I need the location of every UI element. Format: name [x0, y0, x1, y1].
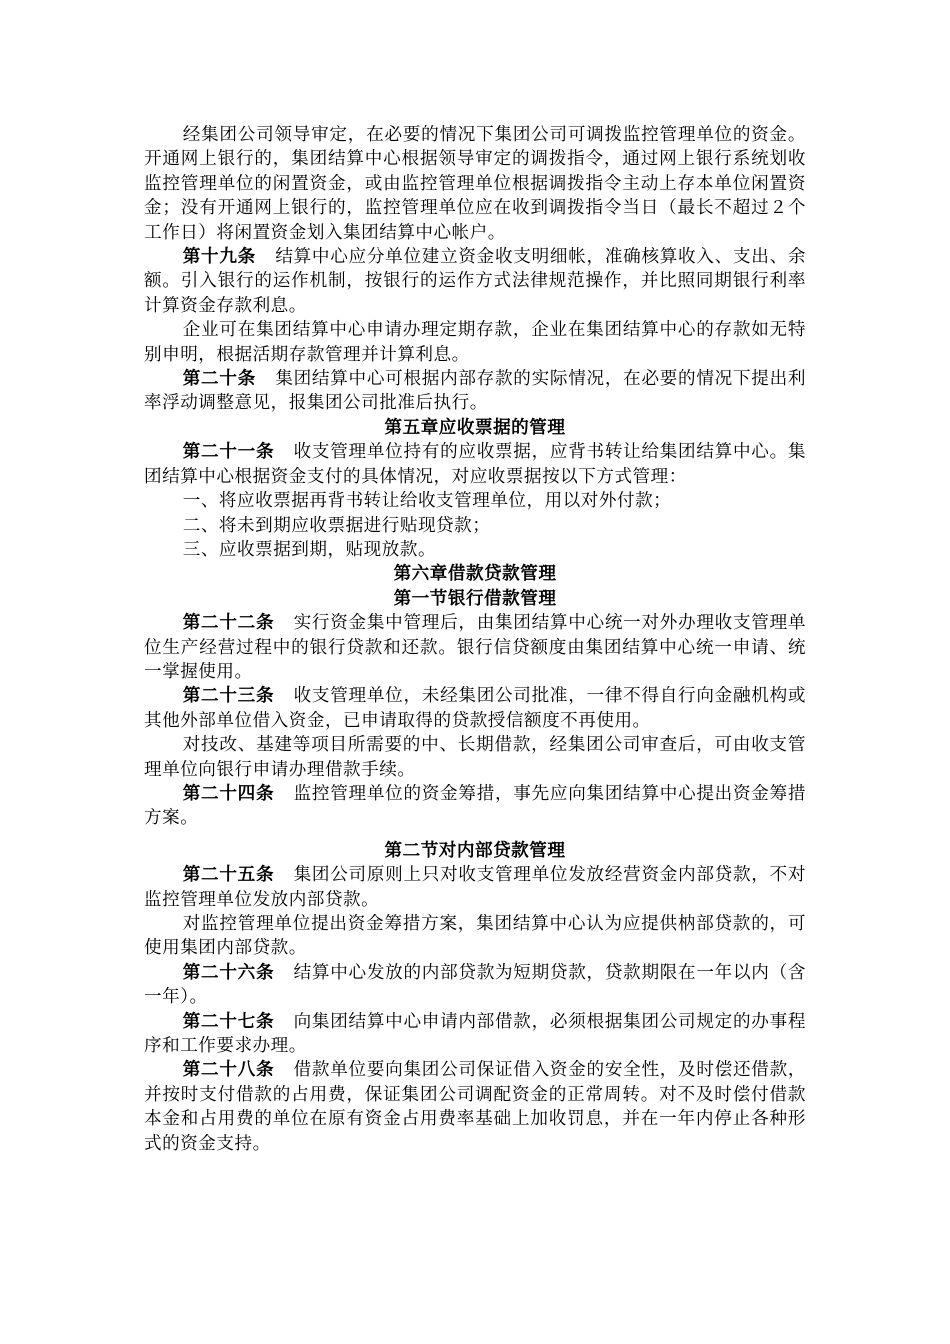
article-number: 第二十六条 [182, 961, 275, 983]
paragraph-text: 结算中心应分单位建立资金收支明细帐，准确核算收入、支出、余额。引入银行的运作机制，按银行的运作方式法律规范操作，并比照同期银行利率计算资金存款利息。 [144, 247, 806, 316]
paragraph [144, 733, 806, 782]
paragraph-text: 经集团公司领导审定，在必要的情况下集团公司可调拨监控管理单位的资金。开通网上银行的，集团结算中心根据领导审定的调拨指令，通过网上银行系统划收监控管理单位的闲置资金，或由监控管理单位根据调拨指令主动上存本单位闲置资金；没有开通网上银行的，监控管理单位应在收到调拨指令当日（最长不超过２个工作日）将闲置资金划入集团结算中心帐户。 [144, 125, 806, 243]
article-number: 第二十五条 [182, 864, 275, 886]
paragraph-text: 集团结算中心可根据内部存款的实际情况，在必要的情况下提出利率浮动调整意见，报集团公司批准后执行。 [144, 369, 806, 414]
paragraph-text: 集团公司原则上只对收支管理单位发放经营资金内部贷款，不对监控管理单位发放内部贷款。 [144, 865, 806, 910]
section-heading: 第六章借款贷款管理 [393, 563, 557, 585]
paragraph [144, 245, 806, 318]
paragraph-text: 向集团结算中心申请内部借款，必须根据集团公司规定的办事程序和工作要求办理。 [144, 1011, 806, 1057]
paragraph-text: 对技改、基建等项目所需要的中、长期借款，经集团公司审查后，可由收支管理单位向银行申请办理借款手续。 [144, 735, 806, 780]
paragraph-text: 借款单位要向集团公司保证借入资金的安全性，及时偿还借款，并按时支付借款的占用费，保证集团公司调配资金的正常周转。对不及时偿付借款本金和占用费的单位在原有资金占用费率基础上加收罚息，并在一年内停止各种形式的资金支持。 [144, 1060, 806, 1154]
paragraph-text: 收支管理单位，未经集团公司批准，一律不得自行向金融机构或其他外部单位借入资金，已申请取得的贷款授信额度不再使用。 [144, 686, 806, 731]
paragraph [144, 1010, 806, 1059]
article-number: 第二十二条 [182, 612, 275, 634]
paragraph [144, 611, 806, 684]
section-heading: 第二节对内部贷款管理 [384, 839, 566, 861]
paragraph-text: 结算中心发放的内部贷款为短期贷款，贷款期限在一年以内（含一年）。 [144, 962, 806, 1008]
paragraph [144, 1058, 806, 1156]
paragraph [144, 912, 806, 961]
article-number: 第十九条 [182, 246, 256, 268]
paragraph [144, 123, 806, 245]
paragraph-text: 收支管理单位持有的应收票据，应背书转让给集团结算中心。集团结算中心根据资金支付的具体情况，对应收票据按以下方式管理： [144, 442, 806, 487]
paragraph-text: 企业可在集团结算中心申请办理定期存款，企业在集团结算中心的存款如无特别申明，根据活期存款管理并计算利息。 [144, 320, 806, 365]
paragraph [144, 440, 806, 489]
paragraph-text: 一、将应收票据再背书转让给收支管理单位，用以对外付款； [182, 491, 672, 512]
section-heading: 第五章应收票据的管理 [384, 416, 566, 438]
paragraph [144, 961, 806, 1010]
paragraph-text: 对监控管理单位提出资金筹措方案，集团结算中心认为应提供枘部贷款的，可使用集团内部贷款。 [144, 914, 806, 959]
article-number: 第二十一条 [182, 441, 275, 463]
paragraph [144, 367, 806, 416]
paragraph [144, 684, 806, 733]
paragraph-text: 实行资金集中管理后，由集团结算中心统一对外办理收支管理单位生产经营过程中的银行贷款和还款。银行信贷额度由集团结算中心统一申请、统一掌握使用。 [144, 613, 806, 682]
article-number: 第二十七条 [182, 1010, 275, 1032]
paragraph-text: 三、应收票据到期，贴现放款。 [182, 539, 437, 560]
paragraph [144, 514, 806, 538]
article-number: 第二十四条 [182, 782, 275, 804]
paragraph [144, 489, 806, 513]
paragraph-text: 二、将未到期应收票据进行贴现贷款； [182, 515, 491, 536]
paragraph [144, 538, 806, 562]
paragraph [144, 318, 806, 367]
article-number: 第二十三条 [182, 685, 275, 707]
paragraph [144, 863, 806, 912]
paragraph-text: 监控管理单位的资金筹措，事先应向集团结算中心提出资金筹措方案。 [144, 783, 806, 829]
article-number: 第二十条 [182, 368, 256, 390]
document-page [144, 123, 806, 1156]
paragraph [144, 782, 806, 831]
section-heading: 第一节银行借款管理 [393, 587, 557, 609]
article-number: 第二十八条 [182, 1059, 275, 1081]
